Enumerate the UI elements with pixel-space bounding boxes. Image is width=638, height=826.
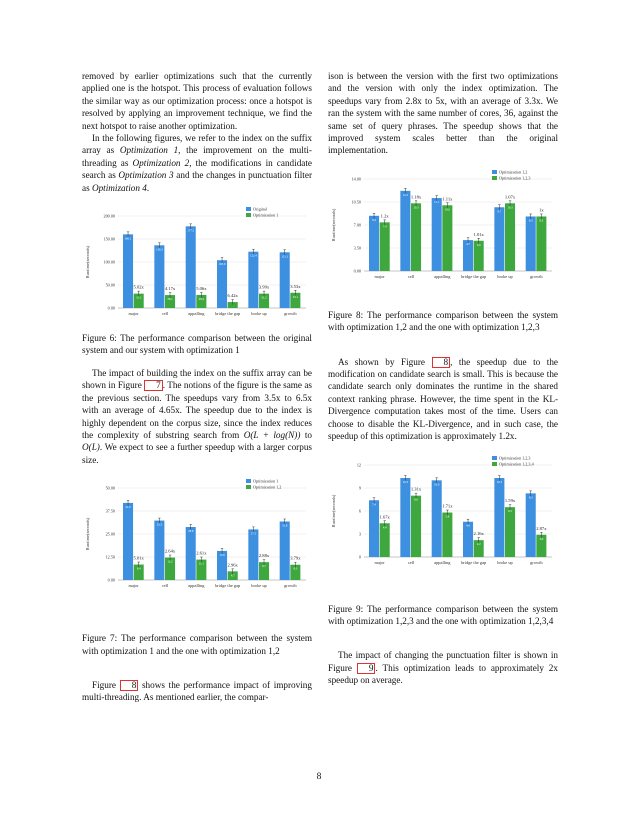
x-tick-label: appalling: [434, 273, 451, 279]
speedup-label: 4.17x: [164, 286, 176, 292]
legend-swatch: [246, 485, 251, 489]
figure-8-link[interactable]: 8: [120, 680, 139, 691]
bar: [505, 507, 515, 557]
speedup-label: 2.64x: [164, 548, 176, 554]
x-tick-label: major: [374, 559, 385, 565]
speedup-label: 1.67x: [379, 513, 390, 519]
y-tick-label: 3.50: [353, 245, 361, 251]
bar-value-label: 27.5: [250, 531, 256, 536]
bar-value-label: 160.1: [124, 236, 132, 241]
figure-8-chart: [328, 165, 558, 289]
x-tick-label: growth: [284, 311, 297, 317]
bar-value-label: 7.4: [382, 224, 387, 229]
speedup-label: 2.87x: [536, 525, 547, 531]
legend-label: Optimization 1,2,3,4: [499, 461, 534, 466]
speedup-label: 1.59x: [504, 497, 516, 503]
bar: [123, 503, 133, 580]
y-tick-label: 37.50: [105, 508, 115, 514]
figure-9-chart: [328, 451, 558, 575]
bar-value-label: 10.3: [413, 205, 419, 210]
x-tick-label: bridge the gap: [215, 311, 241, 317]
x-tick-label: major: [128, 583, 139, 589]
bar: [186, 226, 196, 308]
y-axis-label: Runtime(seconds): [85, 245, 90, 279]
right-column: [328, 70, 558, 687]
bar-value-label: 4.6: [466, 523, 470, 528]
speedup-label: 5.06x: [196, 285, 207, 291]
bar-value-label: 4.7: [466, 241, 470, 246]
bar-value-label: 7.4: [372, 501, 376, 506]
legend-label: Optimization 1: [253, 212, 279, 218]
bar-value-label: 177.5: [187, 228, 195, 233]
bar: [248, 252, 258, 308]
legend-swatch: [492, 462, 497, 466]
bar-value-label: 4.4: [382, 524, 387, 529]
speedup-label: 2.61x: [196, 550, 207, 556]
legend-swatch: [492, 456, 497, 460]
left-paragraph-4: Figure 8 shows the performance impact of improving multi-threading. As mentioned earlier, the compar-: [82, 679, 312, 703]
legend-label: Original: [253, 206, 267, 212]
left-column: [82, 70, 312, 704]
bar-value-label: 12.2: [402, 192, 408, 197]
bar-value-label: 28.4: [198, 296, 204, 301]
bar: [536, 216, 546, 271]
bar-value-label: 8.3: [293, 566, 298, 571]
bar-value-label: 31.8: [282, 523, 288, 528]
bar: [411, 203, 421, 271]
bar: [442, 205, 452, 271]
y-axis-label: Runtime(seconds): [85, 517, 90, 551]
bar: [400, 478, 410, 557]
figure-9-link[interactable]: 9: [357, 663, 376, 674]
x-tick-label: appalling: [188, 583, 205, 589]
right-paragraph-3: The impact of changing the punctuation filter is shown in Figure 9 . This optimization leads to approximately 2x speedup on average.: [328, 650, 558, 686]
speedup-label: 1.71x: [442, 503, 453, 509]
bar-value-label: 2.2: [476, 541, 481, 546]
legend-label: Optimization 1,2: [499, 169, 528, 175]
figure-8-caption: Figure 8: The performance comparison between the system with optimization 1,2 and the one with optimization 1,2,3: [328, 309, 558, 333]
speedup-label: 1.2x: [380, 213, 389, 219]
bar: [123, 234, 133, 308]
bar: [154, 245, 164, 308]
legend-label: Optimization 1,2,3: [499, 455, 531, 460]
speedup-label: 2.96x: [227, 562, 238, 568]
x-tick-label: appalling: [188, 311, 205, 317]
x-tick-label: growth: [284, 583, 297, 589]
x-tick-label: cell: [161, 311, 169, 317]
bar-value-label: 10.3: [402, 479, 408, 484]
bar: [411, 495, 421, 556]
left-paragraph-3: The impact of building the index on the suffix array can be shown in Figure 7 . The notions of the figure is the same as the previous section. The speedups vary from 3.5x to 6.5x with an average of 4.65x. The speedup due to the index is highly dependent on the corpus size, since the index reduces the complexity of substring search from O(L + log(N)) to O(L). We expect to see a further speedup with a larger corpus size.: [82, 367, 312, 465]
x-tick-label: bridge the gap: [215, 583, 241, 589]
y-tick-label: 0.00: [353, 268, 361, 274]
bar: [186, 527, 196, 580]
speedup-label: 3.79x: [290, 555, 301, 561]
bar-value-label: 5.8: [445, 514, 450, 519]
bar: [432, 198, 442, 271]
legend-swatch: [246, 479, 251, 483]
y-axis-label: Runtime(seconds): [331, 494, 336, 527]
bar-value-label: 136.3: [155, 247, 163, 252]
bar: [280, 522, 290, 581]
speedup-label: 5.02x: [133, 284, 144, 290]
y-tick-label: 12: [356, 462, 361, 467]
bar: [442, 512, 452, 556]
bar: [154, 521, 164, 580]
legend-swatch: [246, 207, 251, 211]
x-tick-label: broke up: [497, 559, 513, 565]
y-tick-label: 100.00: [103, 259, 115, 265]
bar-value-label: 10.0: [444, 207, 450, 212]
bar-value-label: 15.8: [219, 553, 225, 558]
y-tick-label: 25.00: [105, 531, 115, 537]
speedup-label: 5.01x: [133, 555, 144, 561]
legend-label: Optimization 1: [253, 478, 279, 484]
legend-label: Optimization 1,2,3: [499, 175, 531, 181]
legend-swatch: [246, 213, 251, 217]
bar-value-label: 4.6: [476, 242, 481, 247]
bar-value-label: 8.3: [528, 494, 533, 499]
y-tick-label: 3: [358, 531, 361, 536]
bar-value-label: 2.9: [539, 536, 544, 541]
bar: [526, 493, 536, 557]
speedup-label: 2.16x: [473, 530, 484, 536]
speedup-label: 1.31x: [410, 486, 422, 492]
bar: [432, 480, 442, 557]
legend-label: Optimization 1,2: [253, 484, 282, 490]
bar-value-label: 9.7: [262, 564, 266, 569]
x-tick-label: broke up: [251, 311, 267, 317]
bar-value-label: 41.9: [125, 505, 131, 510]
speedup-label: 6.42x: [227, 293, 238, 299]
y-tick-label: 9: [358, 485, 361, 490]
bar-value-label: 8.3: [539, 218, 544, 223]
figure-7-link[interactable]: 7: [144, 380, 163, 391]
y-tick-label: 0.00: [107, 305, 115, 311]
bar-value-label: 32.3: [156, 522, 162, 527]
speedup-label: 1x: [539, 207, 544, 213]
speedup-label: 1.07x: [504, 194, 516, 200]
y-tick-label: 14.00: [351, 176, 361, 182]
figure-7-chart: [82, 474, 312, 598]
bar-value-label: 103.9: [218, 262, 226, 267]
legend-swatch: [492, 176, 497, 180]
bar-value-label: 12.2: [167, 559, 173, 564]
bar-value-label: 8.4: [372, 217, 376, 222]
x-tick-label: major: [374, 273, 385, 279]
bar-value-label: 122.4: [249, 253, 257, 258]
bar: [248, 530, 258, 581]
left-paragraph-2: In the following figures, we refer to the index on the suffix array as Optimization 1, the improvement on the multi-threading as Optimization 2, the modifications in candidate search as Optimization 3 and the changes in punctuation filter as Optimization 4.: [82, 133, 313, 193]
right-paragraph-1: ison is between the version with the first two optimizations and the version with only the index optimization. The speedups vary from 2.8x to 5x, with an average of 3.3x. We ran the system with the same number of cores, 36, against the same set of query phrases. The speedup shows that the improved system scales better than the original implementation.: [328, 71, 558, 156]
figure-9-caption: Figure 9: The performance comparison between the system with optimization 1,2,3 and the one with optimization 1,2,3,4: [328, 603, 558, 626]
bar: [217, 260, 227, 308]
page-number: 8: [316, 772, 322, 782]
bar: [280, 252, 290, 308]
bar: [369, 500, 379, 557]
bar-value-label: 8.4: [136, 566, 141, 571]
bar-value-label: 11.1: [198, 561, 204, 566]
figure-6-chart: [82, 202, 312, 326]
bar-value-label: 10.0: [434, 481, 440, 486]
bar-value-label: 10.3: [496, 479, 502, 484]
y-tick-label: 12.50: [105, 554, 115, 560]
bar-value-label: 8.0: [414, 497, 418, 502]
figure-6-caption: Figure 6: The performance comparison between the original system and our system with optimization 1: [82, 333, 312, 356]
speedup-label: 2.88x: [258, 553, 270, 559]
bar-value-label: 31.2: [261, 295, 267, 300]
y-axis-label: Runtime(seconds): [331, 208, 336, 242]
right-paragraph-2: As shown by Figure 8 , the speedup due to the modification on candidate search is small. This is because the candidate search only dominates the runtime in the shared context ranking phrase. However, the time spent in the KL-Divergence computation takes most of the time. Users can choose to disable the KL-Divergence, and in such case, the speedup of this optimization is approximately 1.2x.: [328, 356, 558, 442]
y-tick-label: 50.00: [105, 282, 115, 288]
x-tick-label: growth: [530, 273, 543, 279]
speedup-label: 3.53x: [290, 283, 301, 289]
bar-value-label: 28.1: [167, 297, 173, 302]
y-tick-label: 150.00: [103, 236, 115, 242]
x-tick-label: cell: [407, 273, 415, 279]
x-tick-label: bridge the gap: [461, 559, 487, 565]
bar: [505, 203, 515, 271]
x-tick-label: bridge the gap: [461, 273, 487, 279]
bar-value-label: 11.1: [434, 199, 440, 204]
left-paragraph-1: removed by earlier optimizations such that the currently applied one is the hotspot. This process of evaluation follows the similar way as our optimization process: once a hotspot is resolved by applying an improvement technique, we find the next hotspot to raise another optimization.: [82, 71, 312, 131]
y-tick-label: 200.00: [103, 213, 115, 219]
bar: [526, 216, 536, 271]
bar-value-label: 31.2: [136, 295, 142, 300]
speedup-label: 1.11x: [442, 196, 453, 202]
x-tick-label: cell: [161, 583, 169, 589]
figure-7-caption: Figure 7: The performance comparison between the system with optimization 1 and the one with optimization 1,2: [82, 633, 312, 656]
legend-swatch: [492, 170, 497, 174]
speedup-label: 1.18x: [410, 194, 422, 200]
x-tick-label: broke up: [251, 583, 267, 589]
x-tick-label: appalling: [434, 559, 451, 565]
x-tick-label: major: [128, 311, 139, 317]
speedup-label: 3.99x: [258, 284, 270, 290]
y-tick-label: 7.00: [353, 222, 361, 228]
bar-value-label: 28.8: [188, 529, 194, 534]
bar: [400, 191, 410, 271]
bar-value-label: 121.1: [281, 254, 289, 259]
bar: [494, 207, 504, 271]
bar-value-label: 6.5: [508, 508, 512, 513]
x-tick-label: broke up: [497, 273, 513, 279]
y-tick-label: 0: [358, 554, 361, 559]
bar: [380, 222, 390, 271]
x-tick-label: cell: [407, 559, 415, 565]
y-tick-label: 10.50: [351, 199, 361, 205]
bar-value-label: 4.7: [230, 573, 235, 578]
bar-value-label: 33.1: [292, 294, 298, 299]
y-tick-label: 0.00: [107, 577, 115, 583]
y-tick-label: 6: [358, 508, 361, 513]
bar: [369, 216, 379, 271]
bar: [494, 478, 504, 557]
bar-value-label: 9.7: [497, 209, 502, 214]
x-tick-label: growth: [530, 559, 543, 565]
speedup-label: 1.01x: [473, 231, 484, 237]
bar-value-label: 8.3: [528, 218, 533, 223]
y-tick-label: 50.00: [105, 485, 115, 491]
figure-8-link-right[interactable]: 8: [432, 357, 451, 368]
bar-value-label: 10.3: [507, 205, 513, 210]
